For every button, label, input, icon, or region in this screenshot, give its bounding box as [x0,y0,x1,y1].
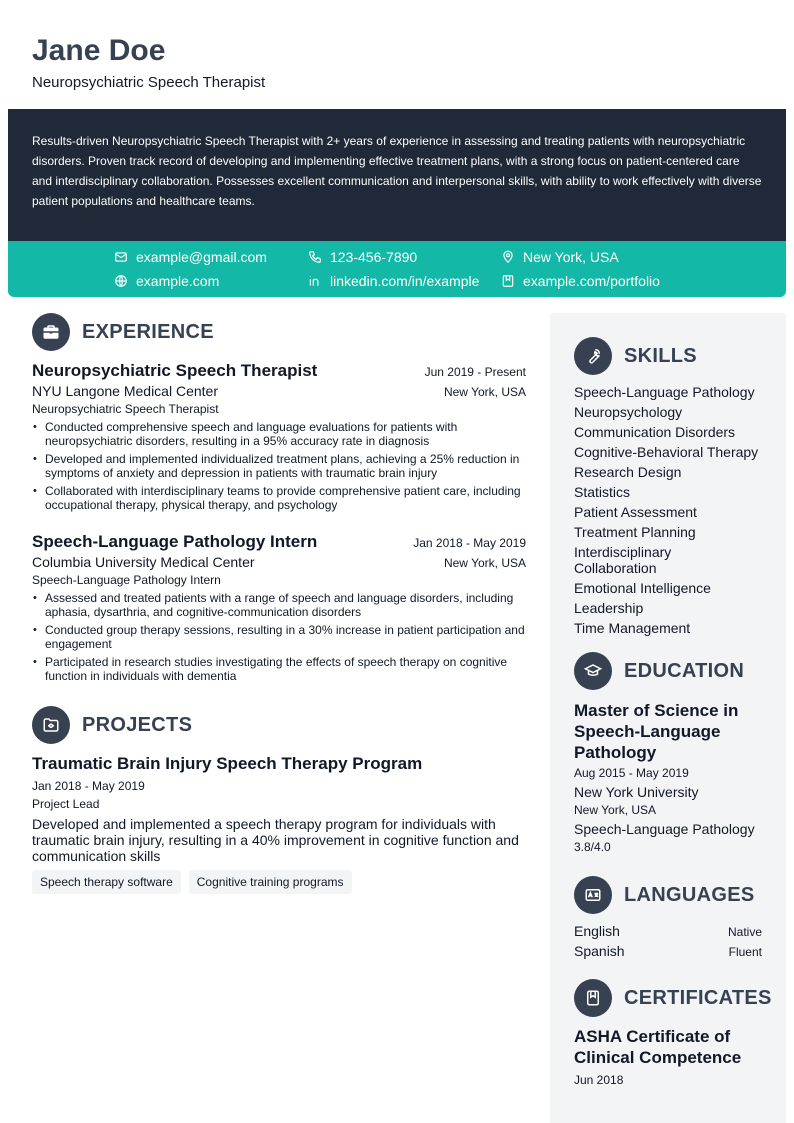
contact-email[interactable] [114,249,267,265]
projects-heading [32,706,192,744]
certificates-heading [574,979,772,1017]
translate-icon [584,886,602,904]
contact-phone-text: 123-456-7890 [330,249,418,265]
briefcase-icon [42,323,60,341]
skills-title: SKILLS [624,344,697,367]
summary-section [8,109,786,241]
experience-heading [32,313,214,351]
job-bullet: • Conducted comprehensive speech and language evaluations for patients with neuropsychiatric disorders, resulting in a 95% accuracy rate in diagnosis [32,420,526,448]
experience-title: EXPERIENCE [82,320,214,343]
globe-icon [114,274,128,288]
language-level: Native [727,925,762,939]
language-name: English [574,923,620,939]
summary-text: Results-driven Neuropsychiatric Speech Therapist with 2+ years of experience in assessing and treating patients with neuropsychiatric disorders. Proven track record of developing and implementing effective treatment plans, with a strong focus on patient-centered care and interdisciplinary collaboration. Possesses excellent communication and interpersonal skills, with ability to work effectively with diverse patient populations and healthcare teams. [32,134,762,208]
contact-location [501,249,619,265]
contact-website[interactable] [114,273,219,289]
skill-item: Time Management [574,620,691,636]
project-tag: Speech therapy software [32,870,181,894]
education-location: New York, USA [574,803,657,817]
job-role: Neuropsychiatric Speech Therapist [32,402,219,416]
job-bullet: • Developed and implemented individualized treatment plans, achieving a 25% reduction in symptoms of anxiety and depression in patients with traumatic brain injury [32,452,526,480]
resume-header [32,32,265,91]
skills-list [574,384,774,640]
skill-item: Emotional Intelligence [574,580,711,596]
portfolio-icon [501,274,515,288]
skill-item: Leadership [574,600,644,616]
job-bullet: • Participated in research studies investigating the effects of speech therapy on cognitive function in individuals with dementia [32,655,526,683]
language-name: Spanish [574,943,625,959]
education-degree: Master of Science in Speech-Language Pathology [574,701,739,762]
job-bullets [32,591,526,683]
certificate-item [574,1026,774,1087]
education-heading [574,652,744,690]
languages-title: LANGUAGES [624,883,755,906]
education-date: Aug 2015 - May 2019 [574,766,689,780]
skill-item: Neuropsychology [574,404,683,420]
job-bullet: • Assessed and treated patients with a range of speech and language disorders, including aphasia, dysarthria, and cognitive-communication disorders [32,591,526,619]
certificate-icon [584,989,602,1007]
job-bullet: • Conducted group therapy sessions, resulting in a 30% increase in patient participation and engagement [32,623,526,651]
job-organization: NYU Langone Medical Center [32,383,218,399]
job-location: New York, USA [443,556,526,570]
job-title: Speech-Language Pathology Intern [32,532,318,551]
projects-title: PROJECTS [82,713,193,736]
certificate-title: ASHA Certificate of Clinical Competence [574,1027,742,1067]
skill-item: Statistics [574,484,631,500]
education-gpa: 3.8/4.0 [574,840,611,854]
education-title: EDUCATION [624,659,745,682]
job-location: New York, USA [443,385,526,399]
mail-icon [114,250,128,264]
job-date: Jun 2019 - Present [424,365,526,379]
experience-item [32,532,526,687]
certificate-date: Jun 2018 [574,1073,624,1087]
folder-icon [42,716,60,734]
education-school: New York University [574,784,699,800]
language-level: Fluent [728,945,762,959]
project-description: Developed and implemented a speech therapy program for individuals with traumatic brain injury, resulting in a 40% improvement in cognitive function and communication skills [32,816,519,864]
contact-linkedin-text: linkedin.com/in/example [330,273,480,289]
job-bullet: • Collaborated with interdisciplinary teams to provide comprehensive patient care, including occupational therapy, physical therapy, and psychology [32,484,526,512]
graduation-cap-icon [584,662,602,680]
skill-item: Treatment Planning [574,524,696,540]
skill-item: Speech-Language Pathology [574,384,755,400]
contact-portfolio-text: example.com/portfolio [523,273,660,289]
wrench-icon [584,347,602,365]
project-title: Traumatic Brain Injury Speech Therapy Program [32,754,423,773]
experience-item [32,361,526,516]
project-date: Jan 2018 - May 2019 [32,779,145,793]
project-tags [32,870,526,894]
project-item [32,754,526,894]
skill-item: Patient Assessment [574,504,697,520]
education-field: Speech-Language Pathology [574,821,755,837]
job-role: Speech-Language Pathology Intern [32,573,221,587]
contact-linkedin[interactable] [308,273,479,289]
skill-item: Research Design [574,464,682,480]
contact-portfolio[interactable] [501,273,660,289]
project-tag: Cognitive training programs [189,870,352,894]
contact-location-text: New York, USA [523,249,619,265]
map-pin-icon [501,250,515,264]
language-item [574,943,762,959]
languages-heading [574,876,754,914]
job-bullets [32,420,526,512]
linkedin-icon [308,274,322,288]
skill-item: Cognitive-Behavioral Therapy [574,444,759,460]
contact-phone[interactable] [308,249,417,265]
skills-heading [574,337,697,375]
skill-item: Interdisciplinary Collaboration [574,544,672,576]
certificates-title: CERTIFICATES [624,986,772,1009]
job-organization: Columbia University Medical Center [32,554,255,570]
contact-website-text: example.com [136,273,220,289]
contact-bar [8,241,786,297]
phone-icon [308,250,322,264]
education-item [574,700,774,854]
candidate-role: Neuropsychiatric Speech Therapist [32,74,266,91]
job-title: Neuropsychiatric Speech Therapist [32,361,318,380]
skill-item: Communication Disorders [574,424,736,440]
language-item [574,923,762,939]
job-date: Jan 2018 - May 2019 [413,536,526,550]
contact-email-text: example@gmail.com [136,249,267,265]
candidate-name: Jane Doe [32,34,166,67]
project-role: Project Lead [32,797,100,811]
